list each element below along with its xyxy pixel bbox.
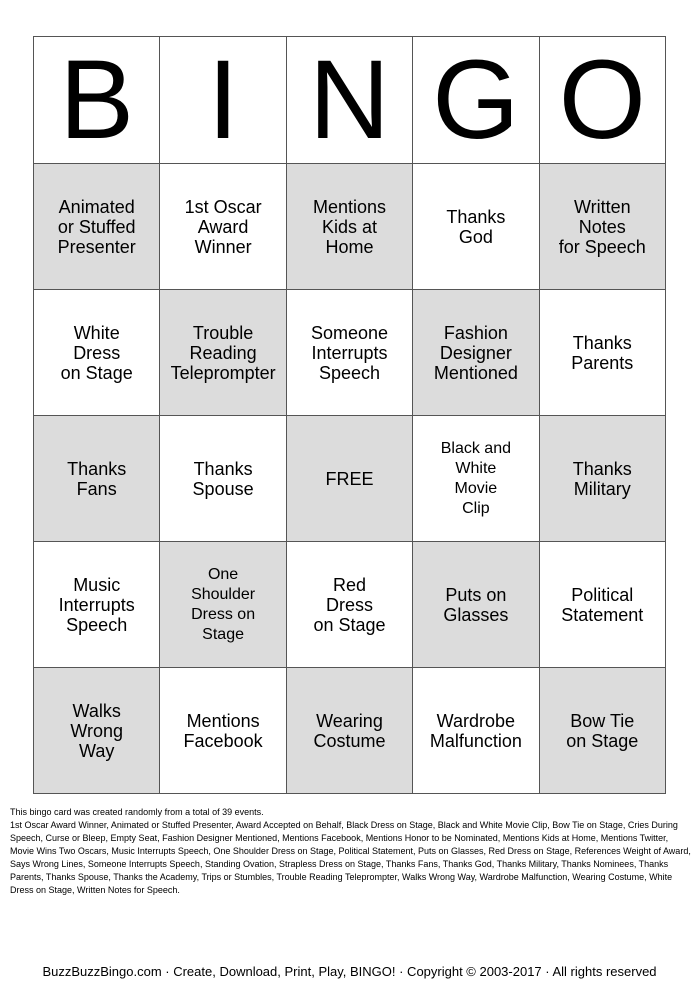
bingo-row [34,416,666,542]
bingo-cell: Animated or Stuffed Presenter [34,164,160,290]
bingo-row [34,290,666,416]
bingo-header-row [34,37,666,164]
bingo-row [34,164,666,290]
bingo-cell: Mentions Kids at Home [286,164,412,290]
bingo-cell: Walks Wrong Way [34,668,160,794]
bingo-cell: White Dress on Stage [34,290,160,416]
bingo-cell: 1st Oscar Award Winner [160,164,286,290]
header-letter-o: O [539,37,665,164]
bingo-cell: Wardrobe Malfunction [413,668,539,794]
bingo-cell: Trouble Reading Teleprompter [160,290,286,416]
bingo-cell: Fashion Designer Mentioned [413,290,539,416]
bingo-cell: Mentions Facebook [160,668,286,794]
bingo-cell: Bow Tie on Stage [539,668,665,794]
bingo-cell: Thanks Military [539,416,665,542]
bingo-cell: Wearing Costume [286,668,412,794]
bingo-cell: Puts on Glasses [413,542,539,668]
copyright-notice: BuzzBuzzBingo.com · Create, Download, Print, Play, BINGO! · Copyright © 2003-2017 · All rights reserved [42,964,657,979]
bingo-cell: Political Statement [539,542,665,668]
bingo-cell: Thanks Parents [539,290,665,416]
card-description [10,806,692,897]
header-letter-b: B [34,37,160,164]
header-letter-n: N [286,37,412,164]
bingo-cell: FREE [286,416,412,542]
card-intro: This bingo card was created randomly from a total of 39 events. [10,807,264,817]
bingo-cell: Red Dress on Stage [286,542,412,668]
header-letter-i: I [160,37,286,164]
bingo-cell: Thanks God [413,164,539,290]
bingo-row [34,542,666,668]
header-letter-g: G [413,37,539,164]
bingo-cell: Black and White Movie Clip [413,416,539,542]
event-list: 1st Oscar Award Winner, Animated or Stuffed Presenter, Award Accepted on Behalf, Black Dress on Stage, Black and White Movie Clip, Bow Tie on Stage, Cries During Speech, Curse or Bleep, Empty Seat, Fashion Designer Mentioned, Mentions Facebook, Mentions Honor to be Nominated, Mentions Kids at Home, Mentions Twitter, Movie Wins Two Oscars, Music Interrupts Speech, One Shoulder Dress on Stage, Political Statement, Puts on Glasses, Red Dress on Stage, References Weight of Award, Says Wrong Lines, Someone Interrupts Speech, Standing Ovation, Strapless Dress on Stage, Thanks Fans, Thanks God, Thanks Military, Thanks Nominees, Thanks Parents, Thanks Spouse, Thanks the Academy, Trips or Stumbles, Trouble Reading Teleprompter, Walks Wrong Way, Wardrobe Malfunction, Wearing Costume, White Dress on Stage, Written Notes for Speech. [10,820,691,895]
bingo-card [33,36,666,794]
bingo-cell: Thanks Spouse [160,416,286,542]
bingo-cell: Music Interrupts Speech [34,542,160,668]
bingo-cell: One Shoulder Dress on Stage [160,542,286,668]
bingo-cell: Thanks Fans [34,416,160,542]
bingo-row [34,668,666,794]
bingo-cell: Someone Interrupts Speech [286,290,412,416]
bingo-cell: Written Notes for Speech [539,164,665,290]
